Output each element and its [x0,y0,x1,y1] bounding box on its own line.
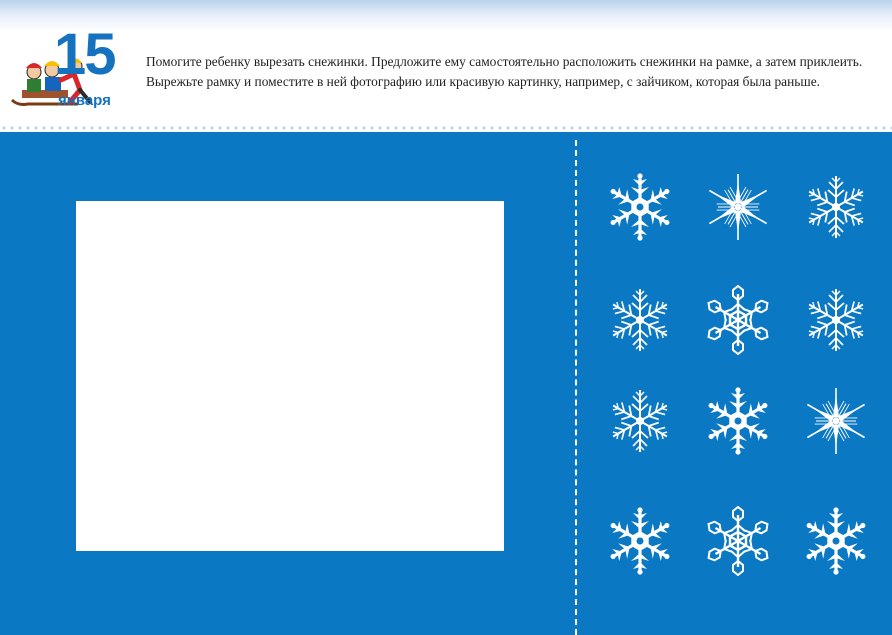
snowflake-icon[interactable] [605,172,675,242]
date-day: 15 [54,22,115,87]
snowflake-icon[interactable] [703,386,773,456]
snowflake-icon[interactable] [605,386,675,456]
snowflake-icon[interactable] [703,285,773,355]
date-month: января [58,92,111,109]
snowflake-icon[interactable] [801,285,871,355]
dotted-divider [0,124,892,132]
instruction-text: Помогите ребенку вырезать снежинки. Предложите ему самостоятельно расположить снежинки на рамке, а затем приклеить. Вырежьте рамку и поместите в ней фотографию или красивую картинку, например, с зайчиком, которая была раньше. [146,54,863,89]
snowflake-icon[interactable] [605,285,675,355]
date-badge [8,22,128,122]
cut-line [575,140,577,635]
snowflake-icon[interactable] [703,172,773,242]
snowflake-icon[interactable] [801,506,871,576]
photo-frame[interactable] [76,201,504,551]
snowflake-icon[interactable] [703,506,773,576]
snowflake-icon[interactable] [605,506,675,576]
snowflake-icon[interactable] [801,172,871,242]
snowflake-icon[interactable] [801,386,871,456]
